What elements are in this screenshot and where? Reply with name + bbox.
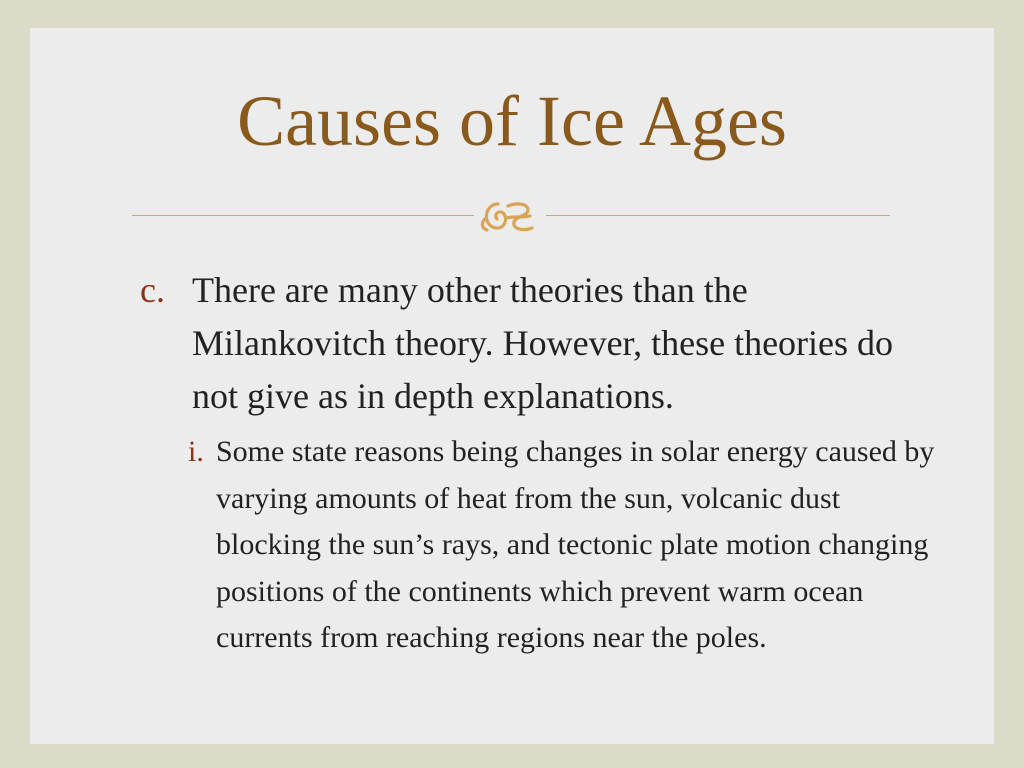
list-marker-c: c. bbox=[140, 270, 165, 310]
list-item-c-text: There are many other theories than the Milankovitch theory. However, these theories do not give as in depth explanations. bbox=[192, 270, 894, 416]
list-marker-i: i. bbox=[188, 435, 204, 468]
slide bbox=[30, 28, 994, 744]
list-item-c bbox=[136, 264, 936, 423]
divider-line-right bbox=[546, 215, 890, 216]
decorative-flourish-icon bbox=[478, 196, 544, 236]
sub-list-item-i bbox=[188, 429, 936, 662]
divider-line-left bbox=[132, 215, 474, 216]
slide-title: Causes of Ice Ages bbox=[237, 81, 787, 161]
slide-body bbox=[136, 264, 936, 662]
sub-list-item-i-text: Some state reasons being changes in solar energy caused by varying amounts of heat from the sun, volcanic dust blocking the sun’s rays, and tectonic plate motion changing positions of the continents which prevent warm ocean currents from reaching regions near the poles. bbox=[216, 435, 935, 654]
title-divider bbox=[132, 194, 890, 234]
